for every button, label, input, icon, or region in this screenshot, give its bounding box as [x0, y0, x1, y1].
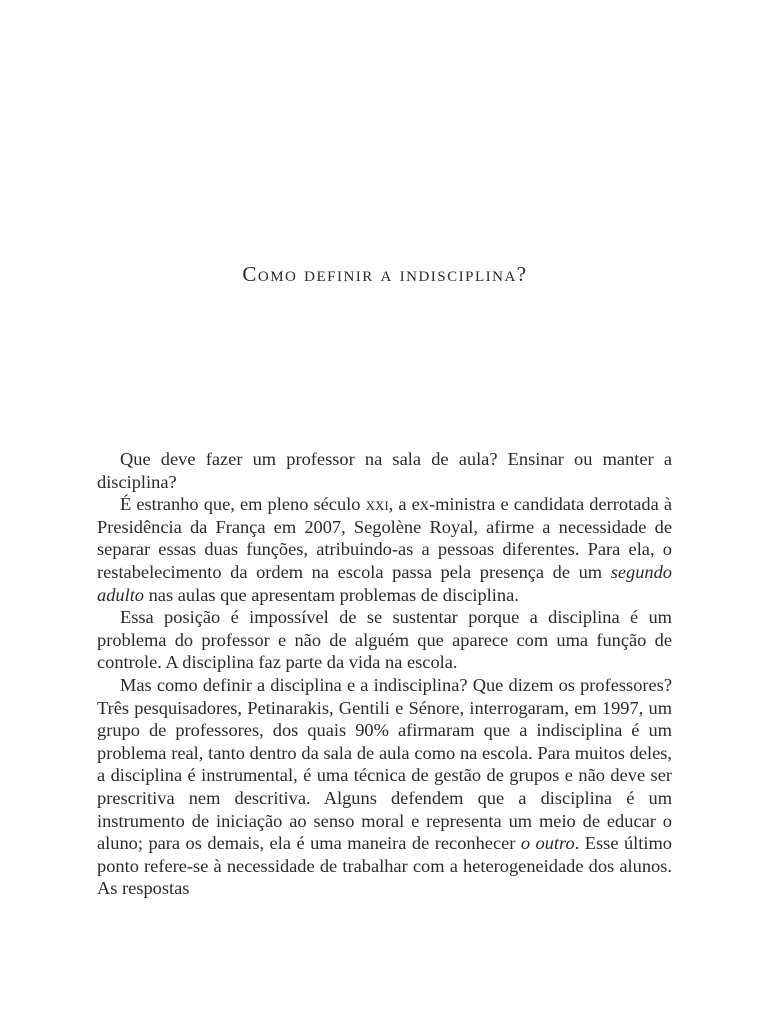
italic-term-segundo-adulto: segundo adulto: [97, 561, 672, 605]
paragraph-1: [97, 448, 672, 493]
paragraph-3-text: Essa posição é impossível de se sustentar porque a disciplina é um problema do professor e não de alguém que aparece com uma função de controle. A disciplina faz parte da vida na escola.: [97, 607, 672, 673]
paragraph-4-text-start: Mas como definir a disciplina e a indisciplina? Que dizem os professores? Três pesquisadores, Petinarakis, Gentili e Sénore, interrogaram, em 1997, um grupo de professores, dos quais 90% afirmaram que a indisciplina é um problema real, tanto dentro da sala de aula como na escola. Para muitos deles, a disciplina é instrumental, é uma técnica de gestão de grupos e não deve ser prescritiva nem descritiva. Alguns defendem que a disciplina é um instrumento de iniciação ao senso moral e representa um meio de educar o aluno; para os demais, ela é uma maneira de reconhecer: [97, 674, 672, 854]
body-text: [97, 448, 672, 900]
paragraph-4: [97, 674, 672, 900]
italic-term-o-outro: o outro: [520, 833, 575, 854]
paragraph-3: [97, 606, 672, 674]
paragraph-1-text: Que deve fazer um professor na sala de aula? Ensinar ou manter a disciplina?: [97, 449, 672, 492]
chapter-title: Como definir a indisciplina?: [242, 262, 528, 286]
paragraph-2-text-middle: , a ex-ministra e candidata derrotada à Presidência da França em 2007, Segolène Royal, afirme a necessidade de separar essas duas funções, atribuindo-as a pessoas diferentes. Para ela, o restabelecimento da ordem na escola passa pela presença de um: [97, 494, 672, 582]
paragraph-2-text-start: É estranho que, em pleno século: [120, 494, 366, 515]
paragraph-2-text-end: nas aulas que apresentam problemas de disciplina.: [144, 584, 519, 605]
paragraph-4-text-end: . Esse último ponto refere-se à necessidade de trabalhar com a heterogeneidade dos alunos. As respostas: [97, 833, 672, 899]
century-numeral: xxi: [365, 494, 389, 515]
paragraph-2: [97, 493, 672, 606]
